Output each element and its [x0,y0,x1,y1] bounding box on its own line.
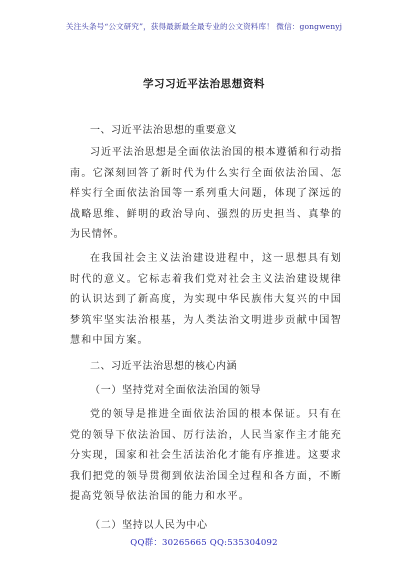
subsection-heading-people-centered: （二）坚持以人民为中心 [90,519,208,531]
document-title: 学习习近平法治思想资料 [142,78,266,90]
paragraph-guidance: 习近平法治思想是全面依法治国的根本遵循和行动指南。它深刻回答了新时代为什么实行全面依法治国、怎样实行全面依法治国等一系列重大问题，体现了深远的战略思维、鲜明的政治导向、强烈的历史担当、真挚的为民情怀。 [70,147,342,241]
paragraph-epochal-significance: 在我国社会主义法治建设进程中，这一思想具有划时代的意义。它标志着我们党对社会主义法治建设规律的认识达到了新高度，为实现中华民族伟大复兴的中国梦筑牢坚实法治根基，为人类法治文明进步贡献中国智慧和中国方案。 [70,252,342,347]
paragraph-party-leadership: 党的领导是推进全面依法治国的根本保证。只有在党的领导下依法治国、厉行法治，人民当家作主才能充分实现，国家和社会生活法治化才能有序推进。这要求我们把党的领导贯彻到依法治国全过程和各方面，不断提高党领导依法治国的能力和水平。 [70,408,342,503]
document-body [70,114,342,538]
footer-contact-note: QQ群：30265665 QQ:535304092 [130,538,278,548]
section-heading-core-connotation: 二、习近平法治思想的核心内涵 [90,360,237,372]
section-heading-significance: 一、习近平法治思想的重要意义 [90,125,237,136]
subsection-heading-party-leadership: （一）坚持党对全面依法治国的领导 [90,384,262,396]
header-promo-note: 关注头条号“公文研究”，获得最新最全最专业的公文资料库！ 微信：gongwenyj [65,22,343,31]
